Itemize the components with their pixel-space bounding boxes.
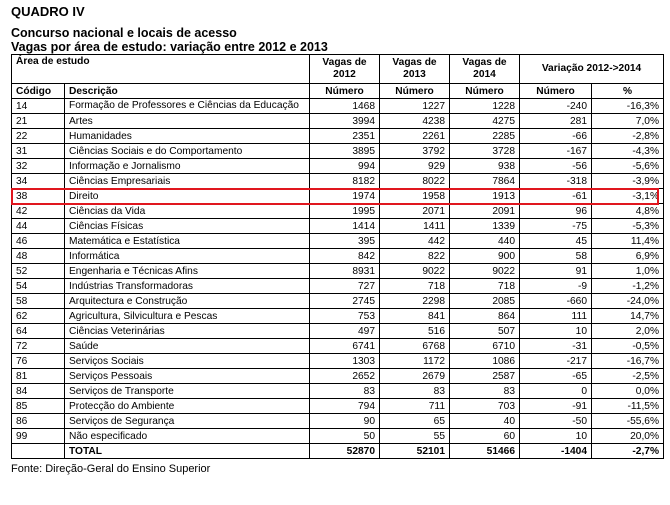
- cell-v2014: 40: [450, 414, 520, 429]
- table-row: [12, 234, 664, 249]
- table-row: [12, 324, 664, 339]
- cell-v2012: 842: [310, 249, 380, 264]
- table-row: [12, 144, 664, 159]
- cell-v2013: 4238: [380, 114, 450, 129]
- cell-v2013: 442: [380, 234, 450, 249]
- cell-pct: -5,6%: [592, 159, 664, 174]
- total-pct: -2,7%: [592, 444, 664, 459]
- cell-pct: 1,0%: [592, 264, 664, 279]
- cell-desc: Ciências Sociais e do Comportamento: [65, 144, 310, 159]
- cell-pct: -4,3%: [592, 144, 664, 159]
- cell-v2012: 1995: [310, 204, 380, 219]
- source-note: Fonte: Direção-Geral do Ensino Superior: [11, 463, 211, 475]
- cell-num: 58: [520, 249, 592, 264]
- cell-v2012: 2351: [310, 129, 380, 144]
- cell-num: -50: [520, 414, 592, 429]
- cell-v2014: 60: [450, 429, 520, 444]
- cell-desc: Matemática e Estatística: [65, 234, 310, 249]
- cell-v2013: 929: [380, 159, 450, 174]
- cell-code: 34: [12, 174, 65, 189]
- cell-v2013: 65: [380, 414, 450, 429]
- cell-v2012: 994: [310, 159, 380, 174]
- cell-v2014: 3728: [450, 144, 520, 159]
- cell-v2013: 6768: [380, 339, 450, 354]
- cell-code: 44: [12, 219, 65, 234]
- cell-v2012: 3895: [310, 144, 380, 159]
- cell-v2013: 3792: [380, 144, 450, 159]
- cell-v2014: 938: [450, 159, 520, 174]
- cell-desc: Artes: [65, 114, 310, 129]
- cell-v2013: 516: [380, 324, 450, 339]
- cell-pct: -11,5%: [592, 399, 664, 414]
- cell-num: 10: [520, 324, 592, 339]
- cell-v2013: 2679: [380, 369, 450, 384]
- cell-num: 0: [520, 384, 592, 399]
- total-v2014: 51466: [450, 444, 520, 459]
- cell-pct: 11,4%: [592, 234, 664, 249]
- cell-desc: Serviços Pessoais: [65, 369, 310, 384]
- cell-num: -240: [520, 99, 592, 114]
- header-pct: %: [592, 84, 664, 99]
- header-vagas-2012: Vagas de 2012: [310, 55, 380, 84]
- total-label: TOTAL: [65, 444, 310, 459]
- cell-code: 81: [12, 369, 65, 384]
- cell-v2013: 1227: [380, 99, 450, 114]
- cell-v2012: 794: [310, 399, 380, 414]
- cell-v2014: 2285: [450, 129, 520, 144]
- cell-code: 85: [12, 399, 65, 414]
- cell-num: -660: [520, 294, 592, 309]
- cell-v2013: 711: [380, 399, 450, 414]
- header-variacao: Variação 2012->2014: [520, 55, 664, 84]
- cell-num: -9: [520, 279, 592, 294]
- cell-v2012: 395: [310, 234, 380, 249]
- cell-desc: Arquitectura e Construção: [65, 294, 310, 309]
- table-row: [12, 414, 664, 429]
- total-num: -1404: [520, 444, 592, 459]
- cell-code: 54: [12, 279, 65, 294]
- cell-code: 32: [12, 159, 65, 174]
- cell-v2012: 8931: [310, 264, 380, 279]
- cell-v2013: 841: [380, 309, 450, 324]
- cell-code: 21: [12, 114, 65, 129]
- cell-num: -66: [520, 129, 592, 144]
- cell-v2013: 9022: [380, 264, 450, 279]
- cell-v2013: 1958: [380, 189, 450, 204]
- cell-num: -318: [520, 174, 592, 189]
- cell-num: -31: [520, 339, 592, 354]
- header-vagas-2014: Vagas de 2014: [450, 55, 520, 84]
- cell-code: 62: [12, 309, 65, 324]
- cell-pct: 6,9%: [592, 249, 664, 264]
- cell-pct: -3,9%: [592, 174, 664, 189]
- table-subtitle-1: Concurso nacional e locais de acesso: [11, 26, 237, 40]
- header-numero-2012: Número: [310, 84, 380, 99]
- total-row: [12, 444, 664, 459]
- table-row: [12, 369, 664, 384]
- cell-desc: Indústrias Transformadoras: [65, 279, 310, 294]
- cell-code: 72: [12, 339, 65, 354]
- cell-v2014: 703: [450, 399, 520, 414]
- cell-desc: Agricultura, Silvicultura e Pescas: [65, 309, 310, 324]
- cell-desc: Saúde: [65, 339, 310, 354]
- cell-pct: 7,0%: [592, 114, 664, 129]
- header-area: Área de estudo: [12, 55, 310, 84]
- cell-v2012: 83: [310, 384, 380, 399]
- cell-code: 42: [12, 204, 65, 219]
- cell-pct: 2,0%: [592, 324, 664, 339]
- header-numero-2013: Número: [380, 84, 450, 99]
- cell-pct: -2,5%: [592, 369, 664, 384]
- cell-num: -167: [520, 144, 592, 159]
- cell-v2013: 55: [380, 429, 450, 444]
- table-row: [12, 399, 664, 414]
- data-table: [11, 54, 664, 459]
- table-row: [12, 309, 664, 324]
- cell-v2012: 8182: [310, 174, 380, 189]
- cell-num: -56: [520, 159, 592, 174]
- total-v2013: 52101: [380, 444, 450, 459]
- cell-v2012: 3994: [310, 114, 380, 129]
- header-codigo: Código: [12, 84, 65, 99]
- cell-pct: 4,8%: [592, 204, 664, 219]
- cell-code: 84: [12, 384, 65, 399]
- cell-pct: -5,3%: [592, 219, 664, 234]
- cell-desc: Direito: [65, 189, 310, 204]
- cell-v2012: 1468: [310, 99, 380, 114]
- table-row: [12, 204, 664, 219]
- cell-desc: Formação de Professores e Ciências da Educação: [65, 99, 310, 114]
- cell-v2013: 2298: [380, 294, 450, 309]
- cell-desc: Serviços Sociais: [65, 354, 310, 369]
- table-row: [12, 159, 664, 174]
- cell-v2013: 718: [380, 279, 450, 294]
- cell-v2012: 1974: [310, 189, 380, 204]
- table-number: QUADRO IV: [11, 4, 85, 19]
- cell-num: -61: [520, 189, 592, 204]
- cell-v2014: 718: [450, 279, 520, 294]
- cell-pct: -0,5%: [592, 339, 664, 354]
- table-subtitle-2: Vagas por área de estudo: variação entre 2012 e 2013: [11, 40, 328, 54]
- cell-v2012: 727: [310, 279, 380, 294]
- cell-v2014: 2091: [450, 204, 520, 219]
- table-row: [12, 99, 664, 114]
- cell-pct: 14,7%: [592, 309, 664, 324]
- cell-v2012: 50: [310, 429, 380, 444]
- cell-v2013: 2071: [380, 204, 450, 219]
- cell-v2014: 1339: [450, 219, 520, 234]
- header-vagas-2013: Vagas de 2013: [380, 55, 450, 84]
- cell-v2012: 753: [310, 309, 380, 324]
- cell-num: 10: [520, 429, 592, 444]
- cell-desc: Informática: [65, 249, 310, 264]
- cell-v2012: 1303: [310, 354, 380, 369]
- cell-v2014: 6710: [450, 339, 520, 354]
- cell-num: -91: [520, 399, 592, 414]
- cell-pct: -16,3%: [592, 99, 664, 114]
- cell-desc: Engenharia e Técnicas Afins: [65, 264, 310, 279]
- cell-pct: 0,0%: [592, 384, 664, 399]
- cell-pct: -55,6%: [592, 414, 664, 429]
- cell-desc: Serviços de Segurança: [65, 414, 310, 429]
- cell-desc: Ciências Veterinárias: [65, 324, 310, 339]
- cell-desc: Humanidades: [65, 129, 310, 144]
- cell-code: 14: [12, 99, 65, 114]
- table-row: [12, 174, 664, 189]
- cell-v2012: 2745: [310, 294, 380, 309]
- cell-v2013: 1411: [380, 219, 450, 234]
- cell-code: 48: [12, 249, 65, 264]
- table-row: [12, 264, 664, 279]
- cell-v2014: 507: [450, 324, 520, 339]
- cell-v2014: 4275: [450, 114, 520, 129]
- cell-num: -75: [520, 219, 592, 234]
- cell-code: 31: [12, 144, 65, 159]
- total-v2012: 52870: [310, 444, 380, 459]
- cell-code: 58: [12, 294, 65, 309]
- cell-code: 64: [12, 324, 65, 339]
- cell-desc: Não especificado: [65, 429, 310, 444]
- cell-desc: Ciências Físicas: [65, 219, 310, 234]
- cell-desc: Ciências da Vida: [65, 204, 310, 219]
- table-row: [12, 279, 664, 294]
- cell-pct: -24,0%: [592, 294, 664, 309]
- cell-num: 281: [520, 114, 592, 129]
- cell-pct: -16,7%: [592, 354, 664, 369]
- table-row: [12, 249, 664, 264]
- table-row: [12, 384, 664, 399]
- cell-v2013: 822: [380, 249, 450, 264]
- table-row: [12, 114, 664, 129]
- cell-v2014: 2085: [450, 294, 520, 309]
- cell-code: 22: [12, 129, 65, 144]
- cell-code: 46: [12, 234, 65, 249]
- cell-v2013: 8022: [380, 174, 450, 189]
- cell-num: -65: [520, 369, 592, 384]
- cell-num: -217: [520, 354, 592, 369]
- cell-v2012: 1414: [310, 219, 380, 234]
- cell-v2014: 9022: [450, 264, 520, 279]
- total-code: [12, 444, 65, 459]
- cell-code: 99: [12, 429, 65, 444]
- cell-desc: Ciências Empresariais: [65, 174, 310, 189]
- table-row: [12, 189, 664, 204]
- cell-v2013: 1172: [380, 354, 450, 369]
- cell-v2014: 1086: [450, 354, 520, 369]
- document: [11, 4, 661, 476]
- table-row: [12, 294, 664, 309]
- header-numero-var: Número: [520, 84, 592, 99]
- table-row: [12, 429, 664, 444]
- cell-v2012: 497: [310, 324, 380, 339]
- cell-code: 52: [12, 264, 65, 279]
- cell-v2014: 864: [450, 309, 520, 324]
- table-body: [12, 99, 664, 444]
- header-numero-2014: Número: [450, 84, 520, 99]
- table-row: [12, 129, 664, 144]
- cell-v2012: 90: [310, 414, 380, 429]
- cell-desc: Informação e Jornalismo: [65, 159, 310, 174]
- cell-v2014: 900: [450, 249, 520, 264]
- cell-v2014: 1228: [450, 99, 520, 114]
- cell-desc: Serviços de Transporte: [65, 384, 310, 399]
- cell-desc: Protecção do Ambiente: [65, 399, 310, 414]
- cell-pct: -2,8%: [592, 129, 664, 144]
- cell-v2012: 6741: [310, 339, 380, 354]
- cell-v2014: 2587: [450, 369, 520, 384]
- cell-code: 86: [12, 414, 65, 429]
- cell-pct: -3,1%: [592, 189, 664, 204]
- cell-v2014: 440: [450, 234, 520, 249]
- cell-code: 38: [12, 189, 65, 204]
- cell-pct: 20,0%: [592, 429, 664, 444]
- cell-num: 91: [520, 264, 592, 279]
- cell-v2014: 7864: [450, 174, 520, 189]
- cell-v2012: 2652: [310, 369, 380, 384]
- cell-code: 76: [12, 354, 65, 369]
- cell-v2013: 2261: [380, 129, 450, 144]
- table-row: [12, 354, 664, 369]
- cell-num: 45: [520, 234, 592, 249]
- table-row: [12, 339, 664, 354]
- cell-v2014: 83: [450, 384, 520, 399]
- cell-pct: -1,2%: [592, 279, 664, 294]
- cell-num: 96: [520, 204, 592, 219]
- cell-v2014: 1913: [450, 189, 520, 204]
- table-row: [12, 219, 664, 234]
- cell-v2013: 83: [380, 384, 450, 399]
- header-descricao: Descrição: [65, 84, 310, 99]
- cell-num: 111: [520, 309, 592, 324]
